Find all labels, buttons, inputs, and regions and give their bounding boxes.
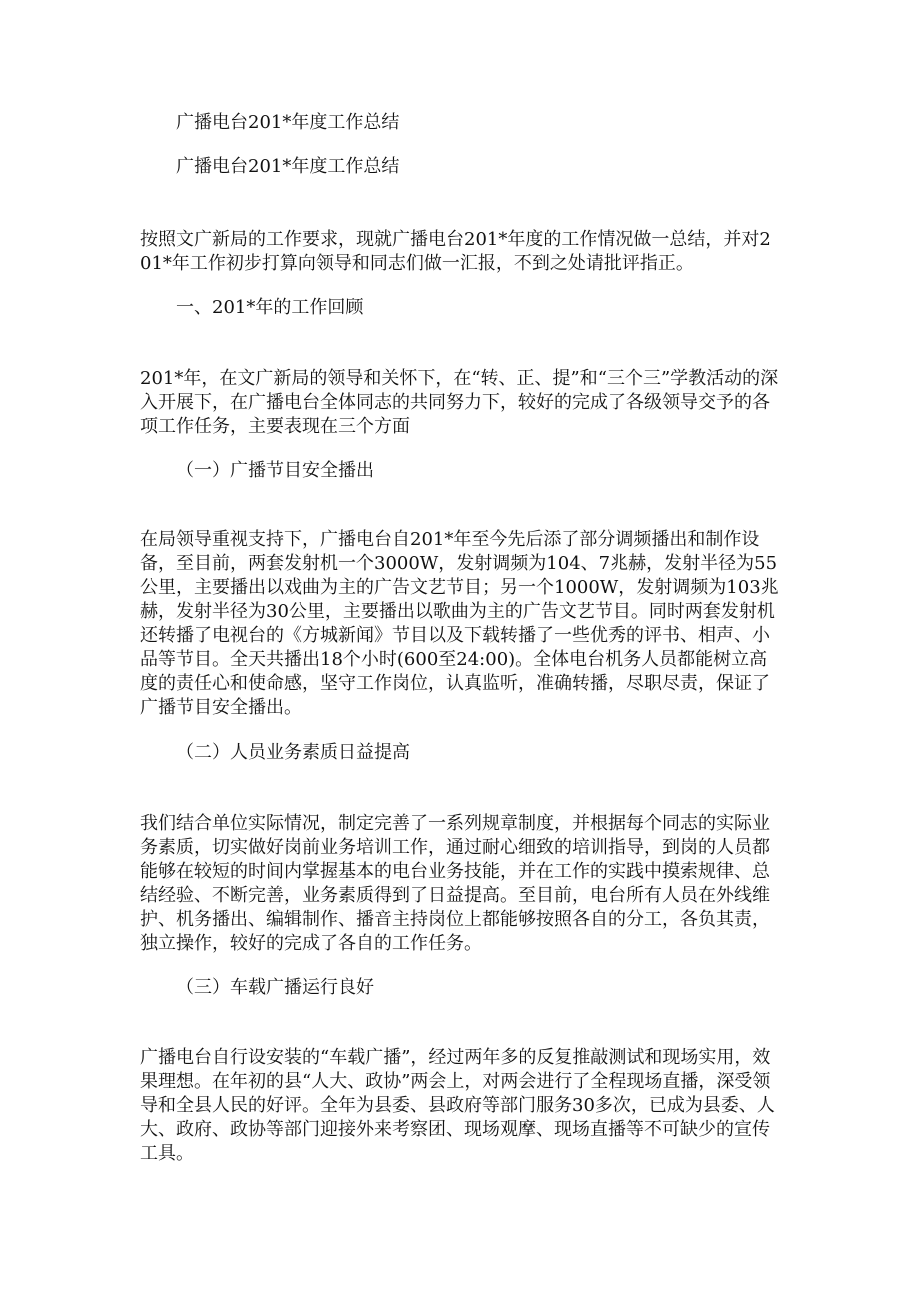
intro-paragraph: 按照文广新局的工作要求，现就广播电台201*年度的工作情况做一总结，并对201*年工作初步打算向领导和同志们做一汇报，不到之处请批评指正。 xyxy=(140,229,771,274)
sub-1-heading: （一）广播节目安全播出 xyxy=(176,460,374,481)
section-1-paragraph: 201*年，在文广新局的领导和关怀下，在“转、正、提”和“三个三”学教活动的深入开展下，在广播电台全体同志的共同努力下，较好的完成了各级领导交予的各项工作任务，主要表现在三个方面 xyxy=(140,368,779,437)
document-subtitle: 广播电台201*年度工作总结 xyxy=(176,156,400,177)
sub-3-paragraph: 广播电台自行设安装的“车载广播”，经过两年多的反复推敲测试和现场实用，效果理想。在年初的县“人大、政协”两会上，对两会进行了全程现场直播，深受领导和全县人民的好评。全年为县委、县政府等部门服务30多次，已成为县委、人大、政府、政协等部门迎接外来考察团、现场观摩、现场直播等不可缺少的宣传工具。 xyxy=(140,1047,775,1164)
sub-2-paragraph: 我们结合单位实际情况，制定完善了一系列规章制度，并根据每个同志的实际业务素质，切实做好岗前业务培训工作，通过耐心细致的培训指导，到岗的人员都能够在较短的时间内掌握基本的电台业务技能，并在工作的实践中摸索规律、总结经验、不断完善，业务素质得到了日益提高。至目前，电台所有人员在外线维护、机务播出、编辑制作、播音主持岗位上都能够按照各自的分工，各负其责，独立操作，较好的完成了各自的工作任务。 xyxy=(140,813,770,954)
sub-2-heading: （二）人员业务素质日益提高 xyxy=(176,742,410,763)
sub-3-heading: （三）车载广播运行良好 xyxy=(176,977,374,998)
section-1-heading: 一、201*年的工作回顾 xyxy=(176,297,364,318)
document-title: 广播电台201*年度工作总结 xyxy=(176,112,400,133)
sub-1-paragraph: 在局领导重视支持下，广播电台自201*年至今先后添了部分调频播出和制作设备，至目前，两套发射机一个3000W，发射调频为104、7兆赫，发射半径为55公里，主要播出以戏曲为主的广告文艺节目；另一个1000W，发射调频为103兆赫，发射半径为30公里，主要播出以歌曲为主的广告文艺节目。同时两套发射机还转播了电视台的《方城新闻》节目以及下载转播了一些优秀的评书、相声、小品等节目。全天共播出18个小时(600至24:00)。全体电台机务人员都能树立高度的责任心和使命感，坚守工作岗位，认真监听，准确转播，尽职尽责，保证了广播节目安全播出。 xyxy=(140,529,779,718)
